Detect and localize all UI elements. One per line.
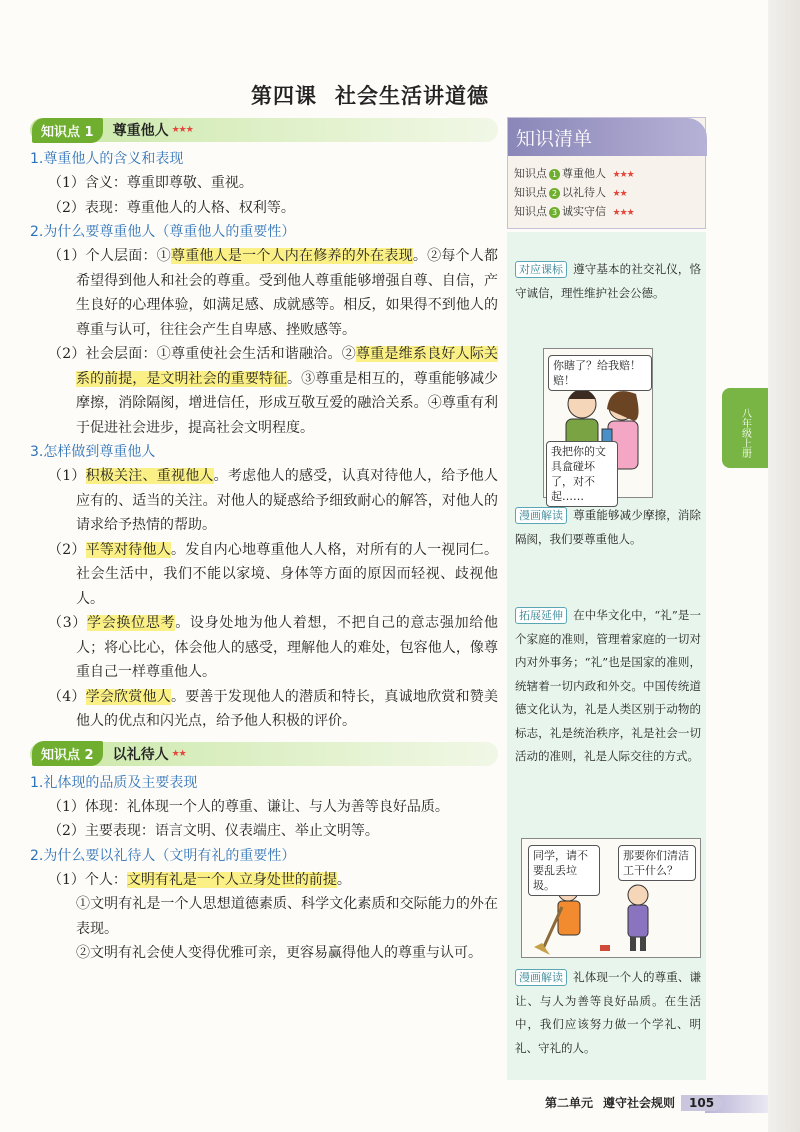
highlight: 尊重他人是一个人内在修养的外在表现 bbox=[170, 248, 413, 264]
note-tag: 漫画解读 bbox=[515, 507, 567, 524]
kp-title: 以礼待人 bbox=[112, 746, 169, 763]
section-heading: 2.为什么要以礼待人（文明有礼的重要性） bbox=[30, 847, 296, 864]
highlight: 尊重是维系良好人际关系的前提，是文明社会的重要特征 bbox=[76, 346, 499, 387]
stars-icon: ★★★ bbox=[171, 125, 193, 135]
checklist-item: 知识点 2 以礼待人 ★★ bbox=[514, 186, 627, 199]
highlight: 学会换位思考 bbox=[87, 615, 176, 631]
sidebar-notes bbox=[507, 232, 706, 1080]
comic-interpretation: 漫画解读 尊重能够减少摩擦，消除隔阂，我们要尊重他人。 bbox=[515, 508, 701, 546]
speech-bubble: 同学，请不要乱丢垃圾。 bbox=[528, 845, 600, 896]
knowledge-checklist bbox=[507, 117, 706, 229]
speech-bubble: 你瞎了？给我赔！赔！ bbox=[548, 355, 652, 391]
highlight: 积极关注、重视他人 bbox=[85, 468, 214, 484]
unit-name: 遵守社会规则 bbox=[603, 1096, 676, 1110]
page-footer bbox=[545, 1094, 722, 1111]
extension-note: 拓展延伸 在中华文化中，“礼”是一个家庭的准则，管理着家庭的一切对内对外事务；“礼”也是国家的准则，统辖着一切内政和外交。中国传统道德文化认为，礼是人类区别于动物的标志，礼是统治秩序，礼是社会一切活动的准则，礼是人际交往的方式。 bbox=[515, 608, 701, 763]
section-heading: 1.尊重他人的含义和表现 bbox=[30, 151, 184, 167]
paragraph: ②文明有礼会使人变得优雅可亲，更容易赢得他人的尊重与认可。 bbox=[76, 945, 482, 961]
paragraph: （1）含义：尊重即尊敬、重视。 bbox=[48, 175, 253, 191]
stars-icon: ★★ bbox=[171, 748, 186, 759]
paragraph: （2）主要表现：语言文明、仪表端庄、举止文明等。 bbox=[48, 823, 379, 839]
checklist-title: 知识清单 bbox=[508, 118, 707, 156]
section-heading: 2.为什么要尊重他人（尊重他人的重要性） bbox=[30, 224, 296, 240]
paragraph: （1）个人：文明有礼是一个人立身处世的前提。 bbox=[48, 871, 351, 888]
comic-illustration bbox=[521, 838, 701, 958]
checklist-item: 知识点 3 诚实守信 ★★★ bbox=[514, 205, 634, 218]
note-tag: 对应课标 bbox=[515, 261, 567, 278]
lesson-number: 第四课 bbox=[251, 84, 317, 108]
page-title bbox=[0, 80, 740, 110]
note-tag: 漫画解读 bbox=[515, 969, 567, 986]
paragraph: （4）学会欣赏他人。要善于发现他人的潜质和特长，真诚地欣赏和赞美他人的优点和闪光点，给予他人积极的评价。 bbox=[48, 688, 498, 729]
comic-interpretation: 漫画解读 礼体现一个人的尊重、谦让、与人为善等良好品质。在生活中，我们应该努力做一个学礼、明礼、守礼的人。 bbox=[515, 970, 701, 1055]
kp-badge: 知识点 2 bbox=[32, 741, 103, 766]
highlight: 文明有礼是一个人立身处世的前提 bbox=[126, 871, 337, 888]
page-number: 105 bbox=[681, 1095, 722, 1111]
paragraph: （3）学会换位思考。设身处地为他人着想，不把自己的意志强加给他人；将心比心，体会他人的感受，理解他人的难处，包容他人，像尊重自己一样尊重他人。 bbox=[48, 615, 498, 680]
knowledge-point-1-banner bbox=[30, 118, 498, 142]
curriculum-note: 对应课标 遵守基本的社交礼仪，恪守诚信，理性维护社会公德。 bbox=[515, 262, 701, 300]
paragraph: （2）平等对待他人。发自内心地尊重他人人格，对所有的人一视同仁。社会生活中，我们不能以家境、身体等方面的原因而轻视、歧视他人。 bbox=[48, 541, 498, 607]
comic-illustration bbox=[543, 348, 653, 503]
kp-title: 尊重他人 bbox=[112, 123, 169, 139]
grade-tab: 八年级上册 bbox=[722, 388, 768, 468]
paragraph: （2）社会层面：①尊重使社会生活和谐融洽。②尊重是维系良好人际关系的前提，是文明社会的重要特征。③尊重是相互的，尊重能够减少摩擦，消除隔阂，增进信任，形成互敬互爱的融洽关系。④尊重有利于促进社会进步，提高社会文明程度。 bbox=[48, 346, 499, 436]
paragraph: （2）表现：尊重他人的人格、权利等。 bbox=[48, 199, 295, 216]
paragraph: （1）体现：礼体现一个人的尊重、谦让、与人为善等良好品质。 bbox=[48, 798, 449, 815]
speech-bubble: 我把你的文具盒碰坏了，对不起…… bbox=[546, 441, 618, 507]
paragraph: （1）积极关注、重视他人。考虑他人的感受，认真对待他人，给予他人应有的、适当的关注。对他人的疑惑给予细致耐心的解答，对他人的请求给予热情的帮助。 bbox=[48, 468, 498, 533]
highlight: 平等对待他人 bbox=[85, 541, 171, 558]
main-content bbox=[30, 118, 498, 966]
note-tag: 拓展延伸 bbox=[515, 607, 567, 624]
highlight: 学会欣赏他人 bbox=[85, 688, 171, 705]
paragraph: （1）个人层面：①尊重他人是一个人内在修养的外在表现。②每个人都希望得到他人和社会的尊重。受到他人尊重能够增强自尊、自信，产生良好的心理体验，如满足感、成就感等。相反，如果得不到他人的尊重与认可，往往会产生自卑感、挫败感等。 bbox=[48, 248, 499, 338]
unit-label: 第二单元 bbox=[545, 1096, 594, 1110]
page-edge bbox=[768, 0, 800, 1132]
section-heading: 3.怎样做到尊重他人 bbox=[30, 444, 156, 460]
paragraph: ①文明有礼是一个人思想道德素质、科学文化素质和交际能力的外在表现。 bbox=[76, 896, 498, 937]
speech-bubble: 那要你们清洁工干什么？ bbox=[618, 845, 696, 881]
kp-badge: 知识点 1 bbox=[32, 118, 103, 143]
checklist-item: 知识点 1 尊重他人 ★★★ bbox=[514, 167, 634, 180]
lesson-title: 社会生活讲道德 bbox=[335, 84, 489, 108]
knowledge-point-2-banner bbox=[30, 742, 498, 766]
section-heading: 1.礼体现的品质及主要表现 bbox=[30, 774, 198, 791]
